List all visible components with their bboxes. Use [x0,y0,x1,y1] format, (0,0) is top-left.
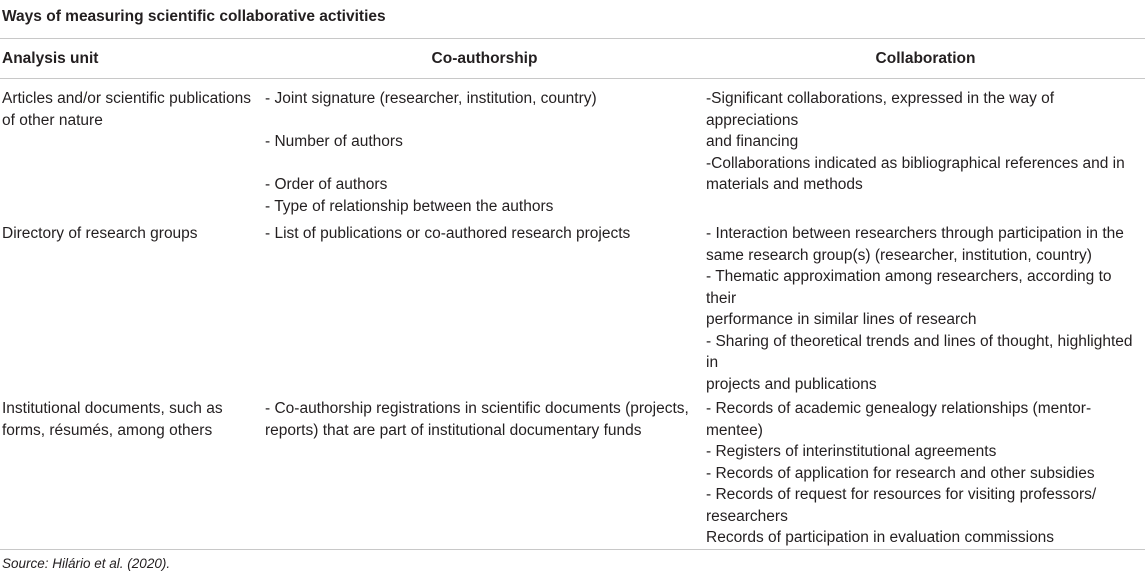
cell-coauthorship [263,217,704,395]
cell-line: projects and publications [706,375,877,393]
cell-line: - Registers of interinstitutional agreements [706,443,997,460]
cell-line: researchers [706,507,788,525]
cell-line: -Significant collaborations, expressed in the way of appreciations [706,90,1055,129]
cell-line: - Thematic approximation among researchers, according to their [706,268,1112,307]
cell-line: - Co-authorship registrations in scientific documents (projects, [265,400,689,417]
cell-line: materials and methods [706,176,863,193]
cell-line: of other nature [2,111,103,129]
cell-gap [265,110,704,132]
cell-line: same research group(s) (researcher, institution, country) [706,246,1092,264]
cell-line: Articles and/or scientific publications [2,90,251,107]
cell-line: - Type of relationship between the authors [265,197,554,215]
cell-line: - Number of authors [265,133,403,150]
cell-analysis-unit [0,217,263,395]
cell-line: - Records of request for resources for visiting professors/ [706,486,1097,503]
cell-line: Directory of research groups [2,225,198,242]
table-row [0,395,1145,549]
cell-coauthorship [263,79,704,218]
cell-line: - Joint signature (researcher, institution, country) [265,90,597,107]
header-analysis-unit: Analysis unit [0,39,263,79]
cell-gap [265,153,704,175]
cell-line: forms, résumés, among others [2,421,213,439]
cell-analysis-unit [0,395,263,549]
collaboration-table [0,39,1145,550]
cell-line: - Records of application for research and other subsidies [706,464,1095,482]
cell-analysis-unit [0,79,263,218]
cell-line: -Collaborations indicated as bibliographical references and in [706,154,1125,172]
header-collaboration: Collaboration [704,39,1145,79]
table-caption: Ways of measuring scientific collaborative activities [0,0,1145,39]
header-coauthorship: Co-authorship [263,39,704,79]
table-row [0,217,1145,395]
table-row [0,79,1145,218]
cell-collaboration [704,395,1145,549]
cell-line: Records of participation in evaluation commissions [706,529,1055,546]
cell-collaboration [704,79,1145,218]
table-body [0,79,1145,550]
source-note: Source: Hilário et al. (2020). [2,555,171,571]
cell-line: - Sharing of theoretical trends and lines of thought, highlighted in [706,332,1133,371]
cell-line: - Records of academic genealogy relationships (mentor-mentee) [706,400,1092,439]
cell-line: Institutional documents, such as [2,400,223,417]
cell-line: performance in similar lines of research [706,311,977,328]
cell-line: reports) that are part of institutional documentary funds [265,421,642,439]
cell-coauthorship [263,395,704,549]
header-row [0,39,1145,79]
cell-collaboration [704,217,1145,395]
cell-line: and financing [706,133,799,150]
cell-line: - Order of authors [265,176,388,193]
cell-line: - List of publications or co-authored research projects [265,225,631,242]
cell-line: - Interaction between researchers through participation in the [706,225,1124,242]
